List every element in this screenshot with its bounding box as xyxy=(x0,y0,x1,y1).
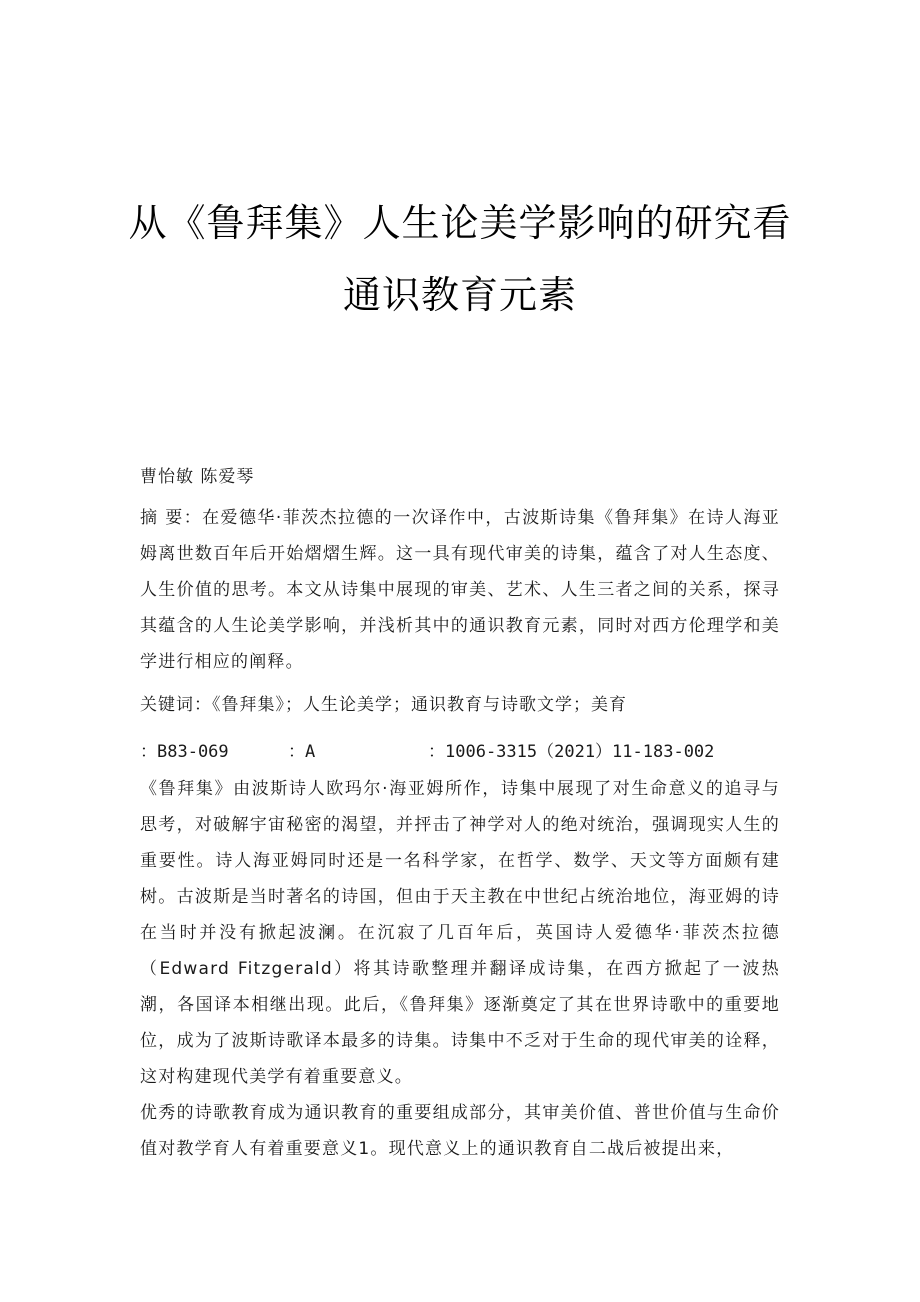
body-paragraph-1: 《鲁拜集》由波斯诗人欧玛尔·海亚姆所作，诗集中展现了对生命意义的追寻与思考，对破解宇宙秘密的渴望，并抨击了神学对人的绝对统治，强调现实人生的重要性。诗人海亚姆同时还是一名科学家，在哲学、数学、天文等方面颇有建树。古波斯是当时著名的诗国，但由于天主教在中世纪占统治地位，海亚姆的诗在当时并没有掀起波澜。在沉寂了几百年后，英国诗人爱德华·菲茨杰拉德（Edward Fitzgerald）将其诗歌整理并翻译成诗集，在西方掀起了一波热潮，各国译本相继出现。此后，《鲁拜集》逐渐奠定了其在世界诗歌中的重要地位，成为了波斯诗歌译本最多的诗集。诗集中不乏对于生命的现代审美的诠释，这对构建现代美学有着重要意义。 xyxy=(140,779,780,1087)
keywords: 关键词：《鲁拜集》；人生论美学；通识教育与诗歌文学；美育 xyxy=(140,695,627,715)
abstract: 摘 要：在爱德华·菲茨杰拉德的一次译作中，古波斯诗集《鲁拜集》在诗人海亚姆离世数百年后开始熠熠生辉。这一具有现代审美的诗集，蕴含了对人生态度、人生价值的思考。本文从诗集中展现的审美、艺术、人生三者之间的关系，探寻其蕴含的人生论美学影响，并浅析其中的通识教育元素，同时对西方伦理学和美学进行相应的阐释。 xyxy=(140,508,780,672)
classification-codes xyxy=(140,737,780,762)
body-paragraph-2: 优秀的诗歌教育成为通识教育的重要组成部分，其审美价值、普世价值与生命价值对教学育人有着重要意义1。现代意义上的通识教育自二战后被提出来， xyxy=(140,1103,780,1159)
document-title-line2: 通识教育元素 xyxy=(342,273,577,317)
article-id: ：1006-3315（2021）11-183-002 xyxy=(428,742,715,762)
document-code: ：A xyxy=(288,742,316,762)
clc-number: ：B83-069 xyxy=(140,742,229,762)
document-title-line1: 从《鲁拜集》人生论美学影响的研究看 xyxy=(128,201,792,245)
authors: 曹怡敏 陈爱琴 xyxy=(140,467,255,487)
